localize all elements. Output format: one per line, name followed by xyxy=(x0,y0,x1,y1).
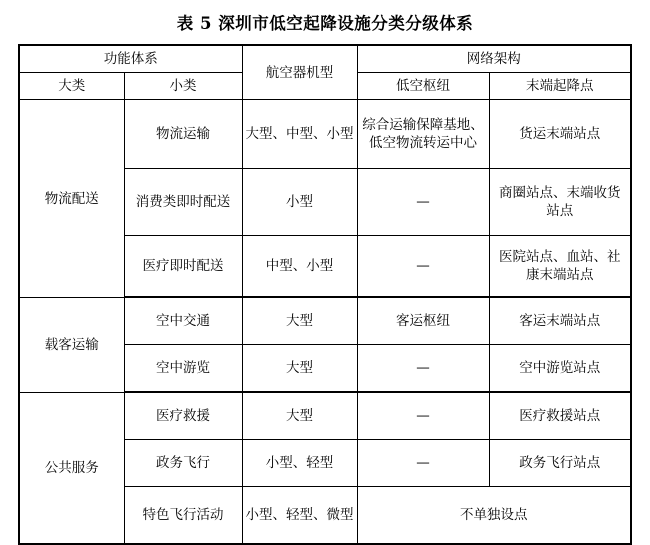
aircraft-cell: 小型、轻型 xyxy=(242,440,357,487)
table-row xyxy=(19,392,631,440)
table-header-row-1 xyxy=(19,45,631,73)
terminal-cell: 医疗救援站点 xyxy=(489,392,631,440)
subcategory-cell: 医疗即时配送 xyxy=(124,236,242,298)
table-row xyxy=(19,297,631,345)
header-minor-category: 小类 xyxy=(124,73,242,100)
table-row xyxy=(19,100,631,169)
classification-table xyxy=(18,44,632,545)
merged-note-cell: 不单独设点 xyxy=(357,487,631,545)
subcategory-cell: 空中交通 xyxy=(124,297,242,345)
subcategory-cell: 政务飞行 xyxy=(124,440,242,487)
hub-cell: 综合运输保障基地、低空物流转运中心 xyxy=(357,100,489,169)
header-low-altitude-hub: 低空枢纽 xyxy=(357,73,489,100)
subcategory-cell: 特色飞行活动 xyxy=(124,487,242,545)
terminal-cell: 货运末端站点 xyxy=(489,100,631,169)
terminal-cell: 空中游览站点 xyxy=(489,345,631,393)
aircraft-cell: 中型、小型 xyxy=(242,236,357,298)
aircraft-cell: 大型、中型、小型 xyxy=(242,100,357,169)
category-logistics: 物流配送 xyxy=(19,100,124,298)
terminal-cell: 政务飞行站点 xyxy=(489,440,631,487)
subcategory-cell: 消费类即时配送 xyxy=(124,169,242,236)
aircraft-cell: 小型 xyxy=(242,169,357,236)
subcategory-cell: 医疗救援 xyxy=(124,392,242,440)
aircraft-cell: 大型 xyxy=(242,345,357,393)
hub-cell: — xyxy=(357,236,489,298)
header-aircraft-type: 航空器机型 xyxy=(242,45,357,100)
header-function-group: 功能体系 xyxy=(19,45,242,73)
category-public-service: 公共服务 xyxy=(19,392,124,544)
aircraft-cell: 小型、轻型、微型 xyxy=(242,487,357,545)
terminal-cell: 医院站点、血站、社康末端站点 xyxy=(489,236,631,298)
aircraft-cell: 大型 xyxy=(242,392,357,440)
table-title: 表 5 深圳市低空起降设施分类分级体系 xyxy=(176,14,474,33)
aircraft-cell: 大型 xyxy=(242,297,357,345)
subcategory-cell: 物流运输 xyxy=(124,100,242,169)
hub-cell: 客运枢纽 xyxy=(357,297,489,345)
hub-cell: — xyxy=(357,345,489,393)
category-passenger: 载客运输 xyxy=(19,297,124,392)
terminal-cell: 商圈站点、末端收货站点 xyxy=(489,169,631,236)
hub-cell: — xyxy=(357,440,489,487)
header-major-category: 大类 xyxy=(19,73,124,100)
header-terminal-site: 末端起降点 xyxy=(489,73,631,100)
terminal-cell: 客运末端站点 xyxy=(489,297,631,345)
header-network-group: 网络架构 xyxy=(357,45,631,73)
hub-cell: — xyxy=(357,169,489,236)
subcategory-cell: 空中游览 xyxy=(124,345,242,393)
hub-cell: — xyxy=(357,392,489,440)
